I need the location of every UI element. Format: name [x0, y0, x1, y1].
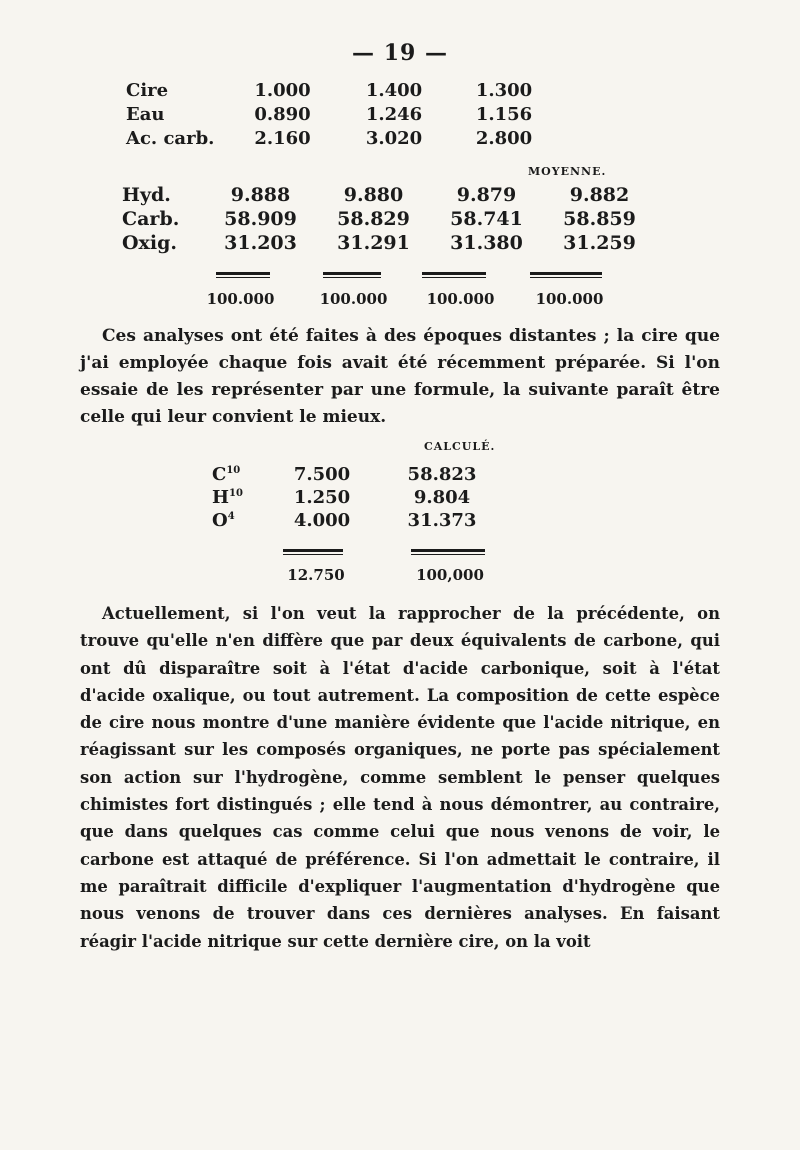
cell: 58.741	[450, 208, 523, 230]
paragraph: Actuellement, si l'on veut la rapprocher de la précédente, on trouve qu'elle n'en diffère que par deux équivalents de carbone, qui ont dû disparaître soit à l'état d'acide carbonique, soit à l'état d'acide oxalique, ou tout autrement. La composition de cette espèce de cire nous montre d'une manière évidente que l'acide nitrique, en réagissant sur les composés organiques, ne porte pas spécialement son action sur l'hydrogène, comme semblent le penser quelques chimistes fort distingués ; elle tend à nous démontrer, au contraire, que dans quelques cas comme celui que nous venons de voir, le carbone est attaqué de préférence. Si l'on admettait le contraire, il me paraîtrait difficile d'expliquer l'augmentation d'hydrogène que nous venons de trouver dans ces dernières analyses. En faisant réagir l'acide nitrique sur cette dernière cire, on la voit	[80, 604, 720, 951]
cell: 2.160	[254, 128, 311, 149]
cell: 7.500	[293, 464, 351, 485]
total-cell: 100.000	[426, 290, 495, 308]
table-row	[212, 509, 522, 532]
cell: 9.879	[456, 184, 517, 206]
cell: 9.888	[230, 184, 291, 206]
cell: 0.890	[254, 104, 311, 125]
calcule-heading: CALCULÉ.	[424, 440, 496, 453]
table-row	[122, 207, 656, 231]
cell: 2.800	[475, 128, 533, 149]
sum-rule	[323, 272, 381, 275]
cell: 58.859	[563, 208, 636, 230]
total-cell: 100,000	[416, 566, 484, 584]
total-cell: 100.000	[535, 290, 604, 308]
cell: 31.291	[337, 232, 410, 254]
cell: 1.000	[254, 80, 311, 101]
table-row	[212, 486, 522, 509]
table-row	[212, 463, 522, 486]
paragraph: Ces analyses ont été faites à des époques distantes ; la cire que j'ai employée chaque fois avait été récemment préparée. Si l'on essaie de les représenter par une formule, la suivante paraît être celle qui leur convient le mieux.	[80, 326, 720, 427]
sum-rule	[411, 549, 485, 552]
row-label: Eau	[126, 104, 165, 125]
element-symbol: $H^{10}$	[212, 487, 243, 508]
cell: 1.246	[365, 104, 423, 125]
cell: 58.909	[224, 208, 297, 230]
total-cell: 12.750	[287, 566, 345, 584]
moyenne-heading: MOYENNE.	[528, 165, 607, 178]
sum-rule	[216, 272, 270, 275]
table-row	[122, 231, 656, 255]
cell: 31.380	[450, 232, 523, 254]
sum-rule	[283, 549, 343, 552]
element-symbol: $O^4$	[212, 510, 235, 531]
cell: 4.000	[293, 510, 351, 531]
table-row	[126, 79, 555, 103]
cell: 31.203	[224, 232, 297, 254]
cell: 1.400	[365, 80, 423, 101]
table-row	[126, 103, 555, 127]
row-label: Ac. carb.	[126, 128, 215, 149]
row-label: Oxig.	[122, 232, 177, 254]
total-cell: 100.000	[319, 290, 388, 308]
cell: 58.829	[337, 208, 410, 230]
cell: 1.300	[475, 80, 533, 101]
cell: 1.250	[293, 487, 351, 508]
table-row	[122, 183, 656, 207]
analysis-table-raw	[126, 79, 555, 151]
cell: 31.373	[407, 510, 477, 531]
formula-table	[212, 463, 522, 532]
cell: 31.259	[563, 232, 636, 254]
cell: 3.020	[365, 128, 423, 149]
analysis-table-percent	[122, 183, 656, 255]
sum-rule	[422, 272, 486, 275]
page-number: — 19 —	[352, 40, 448, 66]
sum-rule	[530, 272, 602, 275]
total-cell: 100.000	[206, 290, 275, 308]
row-label: Cire	[126, 80, 169, 101]
cell: 9.880	[343, 184, 404, 206]
cell: 58.823	[407, 464, 477, 485]
cell: 1.156	[475, 104, 533, 125]
cell: 9.804	[413, 487, 471, 508]
element-symbol: $C^{10}$	[212, 464, 241, 485]
cell: 9.882	[569, 184, 630, 206]
row-label: Hyd.	[122, 184, 171, 206]
table-row	[126, 127, 555, 151]
row-label: Carb.	[122, 208, 180, 230]
